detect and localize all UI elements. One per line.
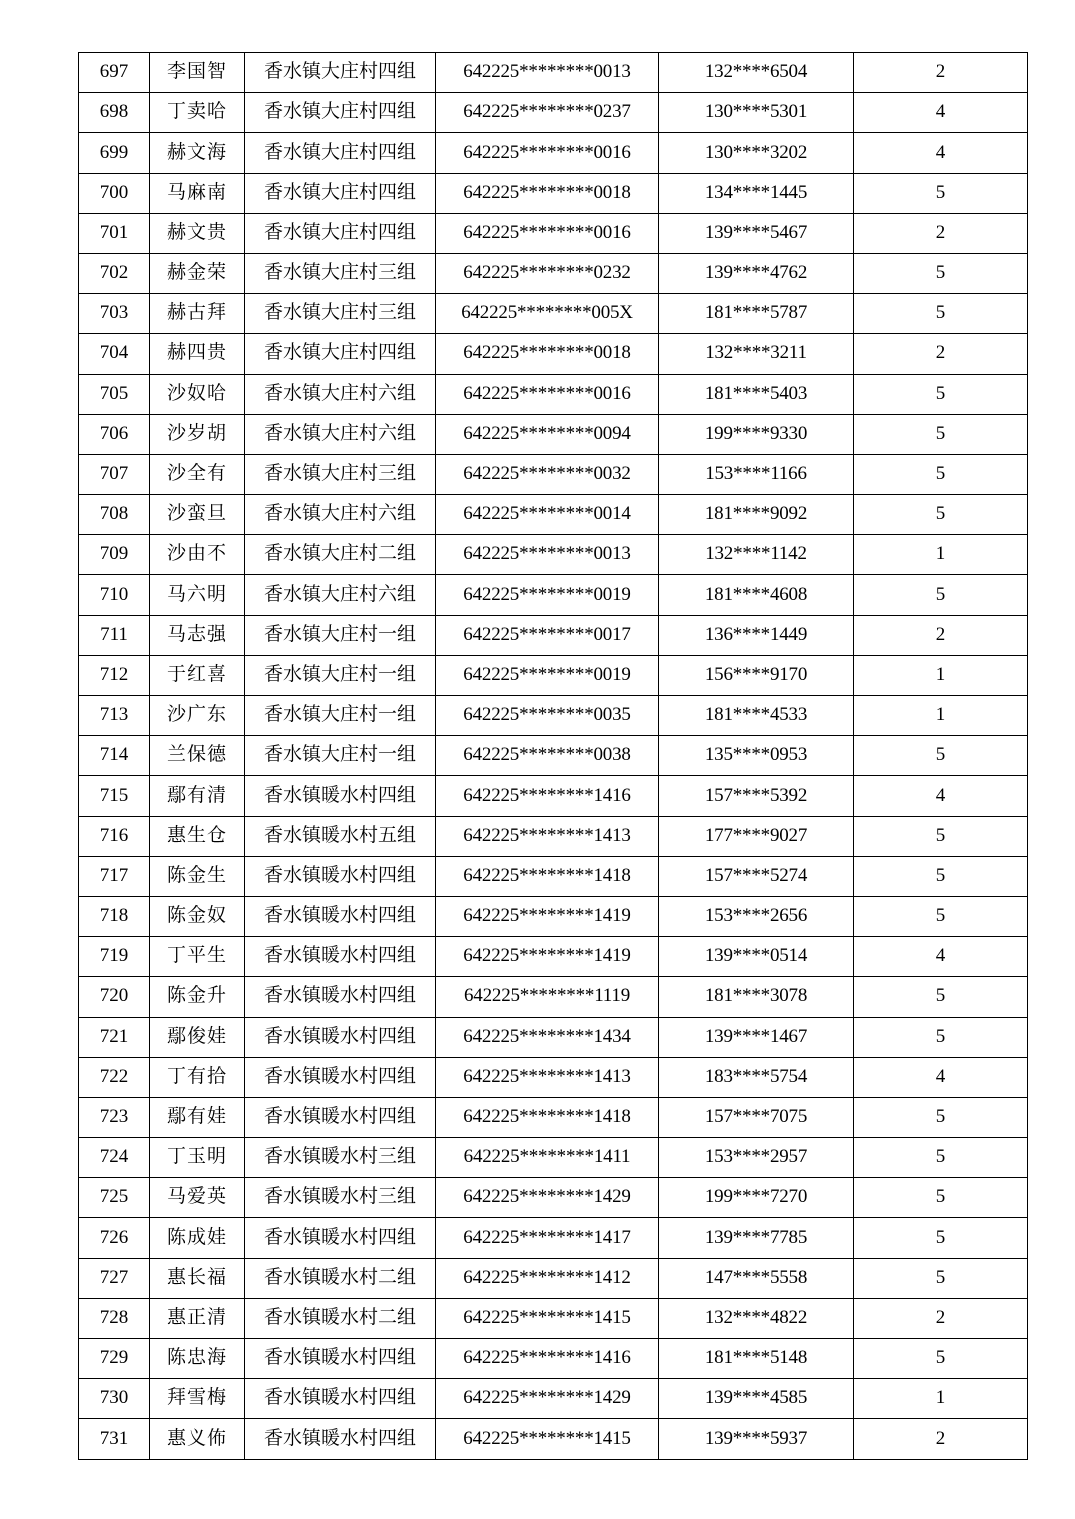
- cell-address: 香水镇暖水村三组: [245, 1178, 436, 1218]
- cell-sequence: 724: [79, 1138, 150, 1178]
- cell-phone: 181****4533: [659, 696, 854, 736]
- cell-person-count: 5: [854, 1339, 1028, 1379]
- table-row: [79, 1178, 1028, 1218]
- cell-person-count: 2: [854, 615, 1028, 655]
- cell-id-number: 642225********0094: [436, 414, 659, 454]
- cell-name: 赫金荣: [150, 253, 245, 293]
- cell-sequence: 709: [79, 535, 150, 575]
- cell-id-number: 642225********1415: [436, 1298, 659, 1338]
- cell-address: 香水镇大庄村一组: [245, 655, 436, 695]
- table-row: [79, 736, 1028, 776]
- cell-name: 陈金升: [150, 977, 245, 1017]
- cell-person-count: 4: [854, 937, 1028, 977]
- cell-address: 香水镇大庄村六组: [245, 575, 436, 615]
- cell-sequence: 706: [79, 414, 150, 454]
- cell-phone: 132****1142: [659, 535, 854, 575]
- cell-id-number: 642225********1119: [436, 977, 659, 1017]
- cell-sequence: 705: [79, 374, 150, 414]
- cell-id-number: 642225********1413: [436, 816, 659, 856]
- table-row: [79, 937, 1028, 977]
- cell-name: 陈成娃: [150, 1218, 245, 1258]
- cell-sequence: 698: [79, 93, 150, 133]
- table-row: [79, 213, 1028, 253]
- cell-person-count: 5: [854, 1138, 1028, 1178]
- cell-sequence: 731: [79, 1419, 150, 1459]
- cell-id-number: 642225********0232: [436, 253, 659, 293]
- cell-sequence: 721: [79, 1017, 150, 1057]
- cell-address: 香水镇大庄村三组: [245, 294, 436, 334]
- cell-name: 兰保德: [150, 736, 245, 776]
- table-row: [79, 896, 1028, 936]
- cell-person-count: 5: [854, 414, 1028, 454]
- cell-person-count: 4: [854, 1057, 1028, 1097]
- cell-sequence: 708: [79, 495, 150, 535]
- cell-name: 马爱英: [150, 1178, 245, 1218]
- table-row: [79, 414, 1028, 454]
- table-row: [79, 575, 1028, 615]
- cell-phone: 181****5148: [659, 1339, 854, 1379]
- cell-phone: 153****2957: [659, 1138, 854, 1178]
- cell-phone: 136****1449: [659, 615, 854, 655]
- cell-name: 丁平生: [150, 937, 245, 977]
- cell-id-number: 642225********1429: [436, 1379, 659, 1419]
- cell-person-count: 5: [854, 1218, 1028, 1258]
- cell-name: 拜雪梅: [150, 1379, 245, 1419]
- cell-id-number: 642225********0035: [436, 696, 659, 736]
- table-row: [79, 495, 1028, 535]
- cell-name: 丁卖哈: [150, 93, 245, 133]
- cell-address: 香水镇暖水村四组: [245, 896, 436, 936]
- cell-person-count: 4: [854, 133, 1028, 173]
- cell-address: 香水镇暖水村四组: [245, 1339, 436, 1379]
- cell-address: 香水镇暖水村四组: [245, 1379, 436, 1419]
- cell-person-count: 2: [854, 1419, 1028, 1459]
- cell-person-count: 5: [854, 1178, 1028, 1218]
- cell-phone: 130****5301: [659, 93, 854, 133]
- table-row: [79, 294, 1028, 334]
- cell-sequence: 707: [79, 454, 150, 494]
- table-row: [79, 173, 1028, 213]
- cell-id-number: 642225********1434: [436, 1017, 659, 1057]
- cell-phone: 181****3078: [659, 977, 854, 1017]
- cell-sequence: 725: [79, 1178, 150, 1218]
- cell-id-number: 642225********1419: [436, 937, 659, 977]
- cell-sequence: 704: [79, 334, 150, 374]
- cell-id-number: 642225********0016: [436, 213, 659, 253]
- cell-name: 马麻南: [150, 173, 245, 213]
- cell-sequence: 726: [79, 1218, 150, 1258]
- cell-sequence: 722: [79, 1057, 150, 1097]
- cell-id-number: 642225********0013: [436, 53, 659, 93]
- cell-id-number: 642225********0018: [436, 334, 659, 374]
- table-row: [79, 454, 1028, 494]
- table-row: [79, 93, 1028, 133]
- cell-name: 惠正清: [150, 1298, 245, 1338]
- cell-person-count: 5: [854, 896, 1028, 936]
- cell-person-count: 1: [854, 1379, 1028, 1419]
- cell-sequence: 711: [79, 615, 150, 655]
- cell-sequence: 723: [79, 1097, 150, 1137]
- cell-id-number: 642225********0019: [436, 575, 659, 615]
- cell-address: 香水镇暖水村三组: [245, 1138, 436, 1178]
- table-row: [79, 1218, 1028, 1258]
- cell-phone: 132****3211: [659, 334, 854, 374]
- cell-sequence: 712: [79, 655, 150, 695]
- cell-id-number: 642225********0018: [436, 173, 659, 213]
- cell-person-count: 5: [854, 575, 1028, 615]
- cell-address: 香水镇大庄村一组: [245, 696, 436, 736]
- cell-sequence: 727: [79, 1258, 150, 1298]
- cell-person-count: 4: [854, 93, 1028, 133]
- cell-phone: 181****5403: [659, 374, 854, 414]
- table-row: [79, 977, 1028, 1017]
- cell-address: 香水镇暖水村四组: [245, 856, 436, 896]
- cell-phone: 157****7075: [659, 1097, 854, 1137]
- cell-address: 香水镇暖水村二组: [245, 1298, 436, 1338]
- cell-sequence: 719: [79, 937, 150, 977]
- cell-phone: 132****4822: [659, 1298, 854, 1338]
- cell-name: 沙全有: [150, 454, 245, 494]
- cell-address: 香水镇大庄村六组: [245, 374, 436, 414]
- cell-person-count: 5: [854, 1258, 1028, 1298]
- cell-person-count: 2: [854, 334, 1028, 374]
- cell-address: 香水镇暖水村二组: [245, 1258, 436, 1298]
- cell-name: 于红喜: [150, 655, 245, 695]
- cell-person-count: 5: [854, 173, 1028, 213]
- cell-person-count: 5: [854, 1017, 1028, 1057]
- cell-address: 香水镇大庄村一组: [245, 615, 436, 655]
- cell-phone: 139****5937: [659, 1419, 854, 1459]
- cell-person-count: 5: [854, 253, 1028, 293]
- cell-sequence: 710: [79, 575, 150, 615]
- cell-id-number: 642225********0016: [436, 133, 659, 173]
- cell-name: 鄢俊娃: [150, 1017, 245, 1057]
- cell-sequence: 702: [79, 253, 150, 293]
- cell-address: 香水镇大庄村四组: [245, 334, 436, 374]
- cell-phone: 181****5787: [659, 294, 854, 334]
- cell-name: 赫四贵: [150, 334, 245, 374]
- cell-name: 沙奴哈: [150, 374, 245, 414]
- cell-person-count: 1: [854, 655, 1028, 695]
- cell-phone: 139****5467: [659, 213, 854, 253]
- table-row: [79, 1138, 1028, 1178]
- cell-address: 香水镇暖水村五组: [245, 816, 436, 856]
- cell-name: 赫文贵: [150, 213, 245, 253]
- table-row: [79, 655, 1028, 695]
- cell-id-number: 642225********0016: [436, 374, 659, 414]
- cell-phone: 139****0514: [659, 937, 854, 977]
- cell-phone: 199****9330: [659, 414, 854, 454]
- table-row: [79, 253, 1028, 293]
- cell-id-number: 642225********1413: [436, 1057, 659, 1097]
- cell-phone: 153****1166: [659, 454, 854, 494]
- cell-address: 香水镇大庄村二组: [245, 535, 436, 575]
- cell-sequence: 728: [79, 1298, 150, 1338]
- cell-person-count: 5: [854, 856, 1028, 896]
- cell-id-number: 642225********1412: [436, 1258, 659, 1298]
- cell-id-number: 642225********0019: [436, 655, 659, 695]
- cell-address: 香水镇大庄村六组: [245, 495, 436, 535]
- cell-id-number: 642225********0237: [436, 93, 659, 133]
- cell-id-number: 642225********1416: [436, 776, 659, 816]
- cell-name: 沙蛮旦: [150, 495, 245, 535]
- cell-phone: 177****9027: [659, 816, 854, 856]
- cell-sequence: 715: [79, 776, 150, 816]
- cell-address: 香水镇大庄村四组: [245, 133, 436, 173]
- cell-address: 香水镇大庄村三组: [245, 454, 436, 494]
- cell-name: 丁玉明: [150, 1138, 245, 1178]
- cell-name: 惠长福: [150, 1258, 245, 1298]
- cell-person-count: 2: [854, 53, 1028, 93]
- cell-phone: 181****9092: [659, 495, 854, 535]
- cell-name: 李国智: [150, 53, 245, 93]
- cell-address: 香水镇暖水村四组: [245, 1057, 436, 1097]
- cell-name: 鄢有清: [150, 776, 245, 816]
- cell-address: 香水镇大庄村四组: [245, 173, 436, 213]
- cell-sequence: 699: [79, 133, 150, 173]
- cell-id-number: 642225********0013: [436, 535, 659, 575]
- cell-person-count: 5: [854, 816, 1028, 856]
- cell-phone: 157****5274: [659, 856, 854, 896]
- table-row: [79, 816, 1028, 856]
- cell-name: 惠义佈: [150, 1419, 245, 1459]
- cell-address: 香水镇暖水村四组: [245, 977, 436, 1017]
- cell-id-number: 642225********0032: [436, 454, 659, 494]
- cell-person-count: 1: [854, 535, 1028, 575]
- cell-person-count: 5: [854, 1097, 1028, 1137]
- cell-sequence: 703: [79, 294, 150, 334]
- table-row: [79, 1298, 1028, 1338]
- table-row: [79, 334, 1028, 374]
- cell-phone: 183****5754: [659, 1057, 854, 1097]
- cell-person-count: 5: [854, 736, 1028, 776]
- cell-address: 香水镇大庄村四组: [245, 213, 436, 253]
- cell-address: 香水镇暖水村四组: [245, 1419, 436, 1459]
- cell-person-count: 4: [854, 776, 1028, 816]
- cell-name: 丁有拾: [150, 1057, 245, 1097]
- cell-phone: 147****5558: [659, 1258, 854, 1298]
- cell-address: 香水镇大庄村四组: [245, 93, 436, 133]
- table-row: [79, 1419, 1028, 1459]
- cell-person-count: 2: [854, 1298, 1028, 1338]
- cell-address: 香水镇暖水村四组: [245, 776, 436, 816]
- cell-sequence: 730: [79, 1379, 150, 1419]
- cell-name: 鄢有娃: [150, 1097, 245, 1137]
- cell-id-number: 642225********0017: [436, 615, 659, 655]
- cell-phone: 139****4762: [659, 253, 854, 293]
- cell-sequence: 697: [79, 53, 150, 93]
- cell-id-number: 642225********1418: [436, 856, 659, 896]
- table-row: [79, 133, 1028, 173]
- cell-sequence: 701: [79, 213, 150, 253]
- cell-person-count: 1: [854, 696, 1028, 736]
- cell-phone: 132****6504: [659, 53, 854, 93]
- cell-phone: 135****0953: [659, 736, 854, 776]
- cell-name: 沙广东: [150, 696, 245, 736]
- cell-person-count: 5: [854, 454, 1028, 494]
- roster-table: [78, 52, 1028, 1460]
- cell-name: 沙岁胡: [150, 414, 245, 454]
- cell-name: 赫文海: [150, 133, 245, 173]
- cell-address: 香水镇大庄村六组: [245, 414, 436, 454]
- cell-phone: 134****1445: [659, 173, 854, 213]
- table-row: [79, 53, 1028, 93]
- cell-person-count: 5: [854, 977, 1028, 1017]
- cell-phone: 156****9170: [659, 655, 854, 695]
- cell-phone: 139****4585: [659, 1379, 854, 1419]
- table-row: [79, 615, 1028, 655]
- cell-name: 陈金奴: [150, 896, 245, 936]
- table-row: [79, 1097, 1028, 1137]
- cell-person-count: 5: [854, 495, 1028, 535]
- cell-phone: 153****2656: [659, 896, 854, 936]
- cell-id-number: 642225********1419: [436, 896, 659, 936]
- cell-address: 香水镇暖水村四组: [245, 1097, 436, 1137]
- cell-address: 香水镇大庄村三组: [245, 253, 436, 293]
- table-row: [79, 1258, 1028, 1298]
- cell-id-number: 642225********0014: [436, 495, 659, 535]
- cell-sequence: 717: [79, 856, 150, 896]
- cell-phone: 199****7270: [659, 1178, 854, 1218]
- cell-address: 香水镇大庄村四组: [245, 53, 436, 93]
- cell-address: 香水镇暖水村四组: [245, 1017, 436, 1057]
- cell-person-count: 2: [854, 213, 1028, 253]
- cell-sequence: 729: [79, 1339, 150, 1379]
- table-row: [79, 374, 1028, 414]
- cell-id-number: 642225********1416: [436, 1339, 659, 1379]
- cell-id-number: 642225********1429: [436, 1178, 659, 1218]
- cell-id-number: 642225********005X: [436, 294, 659, 334]
- cell-sequence: 713: [79, 696, 150, 736]
- table-row: [79, 1339, 1028, 1379]
- cell-id-number: 642225********1417: [436, 1218, 659, 1258]
- cell-phone: 139****7785: [659, 1218, 854, 1258]
- cell-id-number: 642225********1418: [436, 1097, 659, 1137]
- cell-id-number: 642225********1415: [436, 1419, 659, 1459]
- cell-address: 香水镇暖水村四组: [245, 937, 436, 977]
- table-row: [79, 1379, 1028, 1419]
- cell-name: 马六明: [150, 575, 245, 615]
- cell-phone: 130****3202: [659, 133, 854, 173]
- table-row: [79, 696, 1028, 736]
- cell-phone: 139****1467: [659, 1017, 854, 1057]
- cell-address: 香水镇暖水村四组: [245, 1218, 436, 1258]
- table-row: [79, 856, 1028, 896]
- cell-name: 马志强: [150, 615, 245, 655]
- cell-sequence: 714: [79, 736, 150, 776]
- cell-name: 沙由不: [150, 535, 245, 575]
- cell-phone: 181****4608: [659, 575, 854, 615]
- cell-person-count: 5: [854, 294, 1028, 334]
- cell-name: 陈金生: [150, 856, 245, 896]
- cell-id-number: 642225********1411: [436, 1138, 659, 1178]
- cell-address: 香水镇大庄村一组: [245, 736, 436, 776]
- cell-person-count: 5: [854, 374, 1028, 414]
- table-row: [79, 535, 1028, 575]
- roster-table-body: [79, 53, 1028, 1460]
- cell-name: 陈忠海: [150, 1339, 245, 1379]
- table-row: [79, 1017, 1028, 1057]
- cell-phone: 157****5392: [659, 776, 854, 816]
- cell-sequence: 720: [79, 977, 150, 1017]
- table-row: [79, 1057, 1028, 1097]
- cell-name: 惠生仓: [150, 816, 245, 856]
- cell-name: 赫古拜: [150, 294, 245, 334]
- cell-id-number: 642225********0038: [436, 736, 659, 776]
- cell-sequence: 700: [79, 173, 150, 213]
- cell-sequence: 716: [79, 816, 150, 856]
- cell-sequence: 718: [79, 896, 150, 936]
- table-row: [79, 776, 1028, 816]
